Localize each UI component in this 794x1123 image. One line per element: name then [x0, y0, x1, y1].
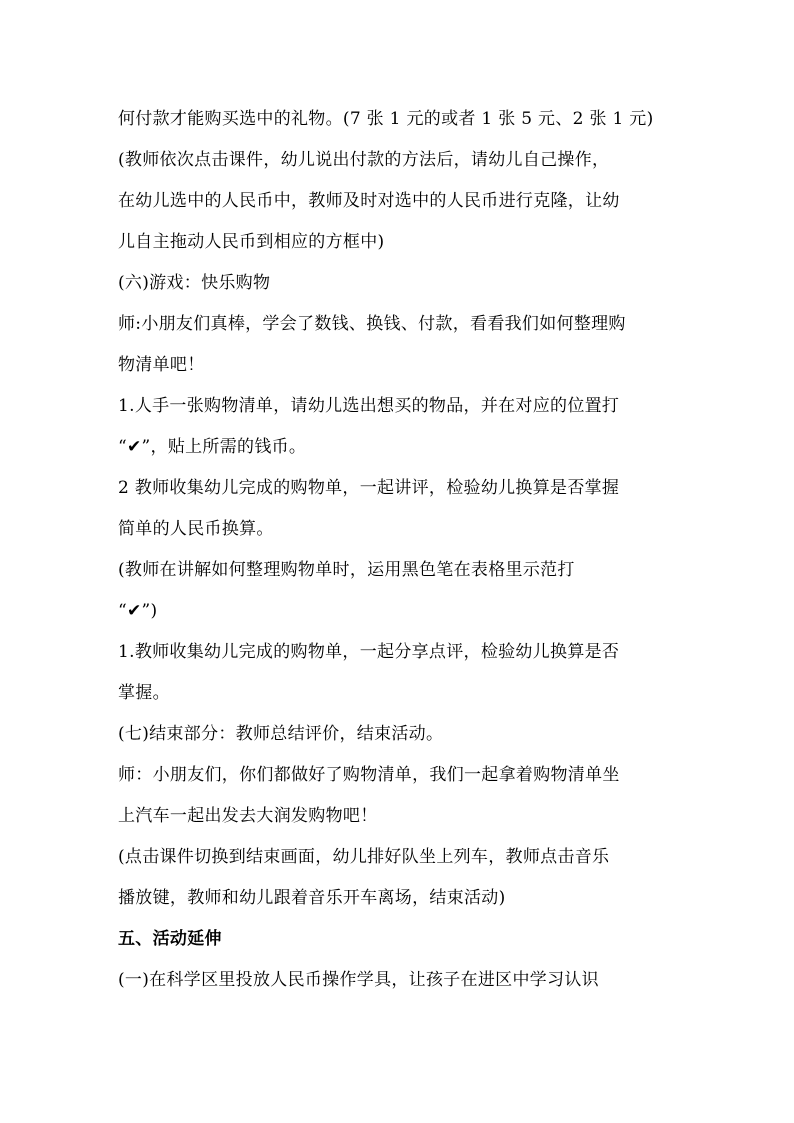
section-heading-seven: (七)结束部分：教师总结评价，结束活动。	[118, 724, 444, 744]
text-line: 师：小朋友们，你们都做好了购物清单，我们一起拿着购物清单坐	[118, 765, 620, 785]
text-line: 上汽车一起出发去大润发购物吧！	[118, 806, 378, 826]
text-line: (点击课件切换到结束画面，幼儿排好队坐上列车，教师点击音乐	[118, 847, 610, 867]
text-line: (一)在科学区里投放人民币操作学具，让孩子在进区中学习认识	[118, 970, 599, 990]
text-line: 2 教师收集幼儿完成的购物单，一起讲评，检验幼儿换算是否掌握	[118, 478, 620, 498]
text-line: 物清单吧！	[118, 355, 205, 375]
text-line: 简单的人民币换算。	[118, 519, 274, 539]
text-line: “✔”，贴上所需的钱币。	[118, 437, 307, 457]
text-line: (教师在讲解如何整理购物单时，运用黑色笔在表格里示范打	[118, 560, 575, 580]
text-line: 何付款才能购买选中的礼物。(7 张 1 元的或者 1 张 5 元、2 张 1 元)	[118, 109, 654, 129]
text-line: 师:小朋友们真棒，学会了数钱、换钱、付款，看看我们如何整理购	[118, 314, 626, 334]
text-line: (教师依次点击课件，幼儿说出付款的方法后，请幼儿自己操作，	[118, 150, 610, 170]
text-line: “✔”)	[118, 601, 158, 621]
text-line: 儿自主拖动人民币到相应的方框中)	[118, 232, 385, 252]
text-line: 掌握。	[118, 683, 170, 703]
text-line: 播放键，教师和幼儿跟着音乐开车离场，结束活动)	[118, 888, 506, 908]
text-line: 1.教师收集幼儿完成的购物单，一起分享点评，检验幼儿换算是否	[118, 642, 620, 662]
section-heading-six: (六)游戏：快乐购物	[118, 273, 271, 293]
text-line: 1.人手一张购物清单，请幼儿选出想买的物品，并在对应的位置打	[118, 396, 620, 416]
text-line: 在幼儿选中的人民币中，教师及时对选中的人民币进行克隆，让幼	[118, 191, 620, 211]
section-heading-five: 五、活动延伸	[118, 929, 222, 949]
